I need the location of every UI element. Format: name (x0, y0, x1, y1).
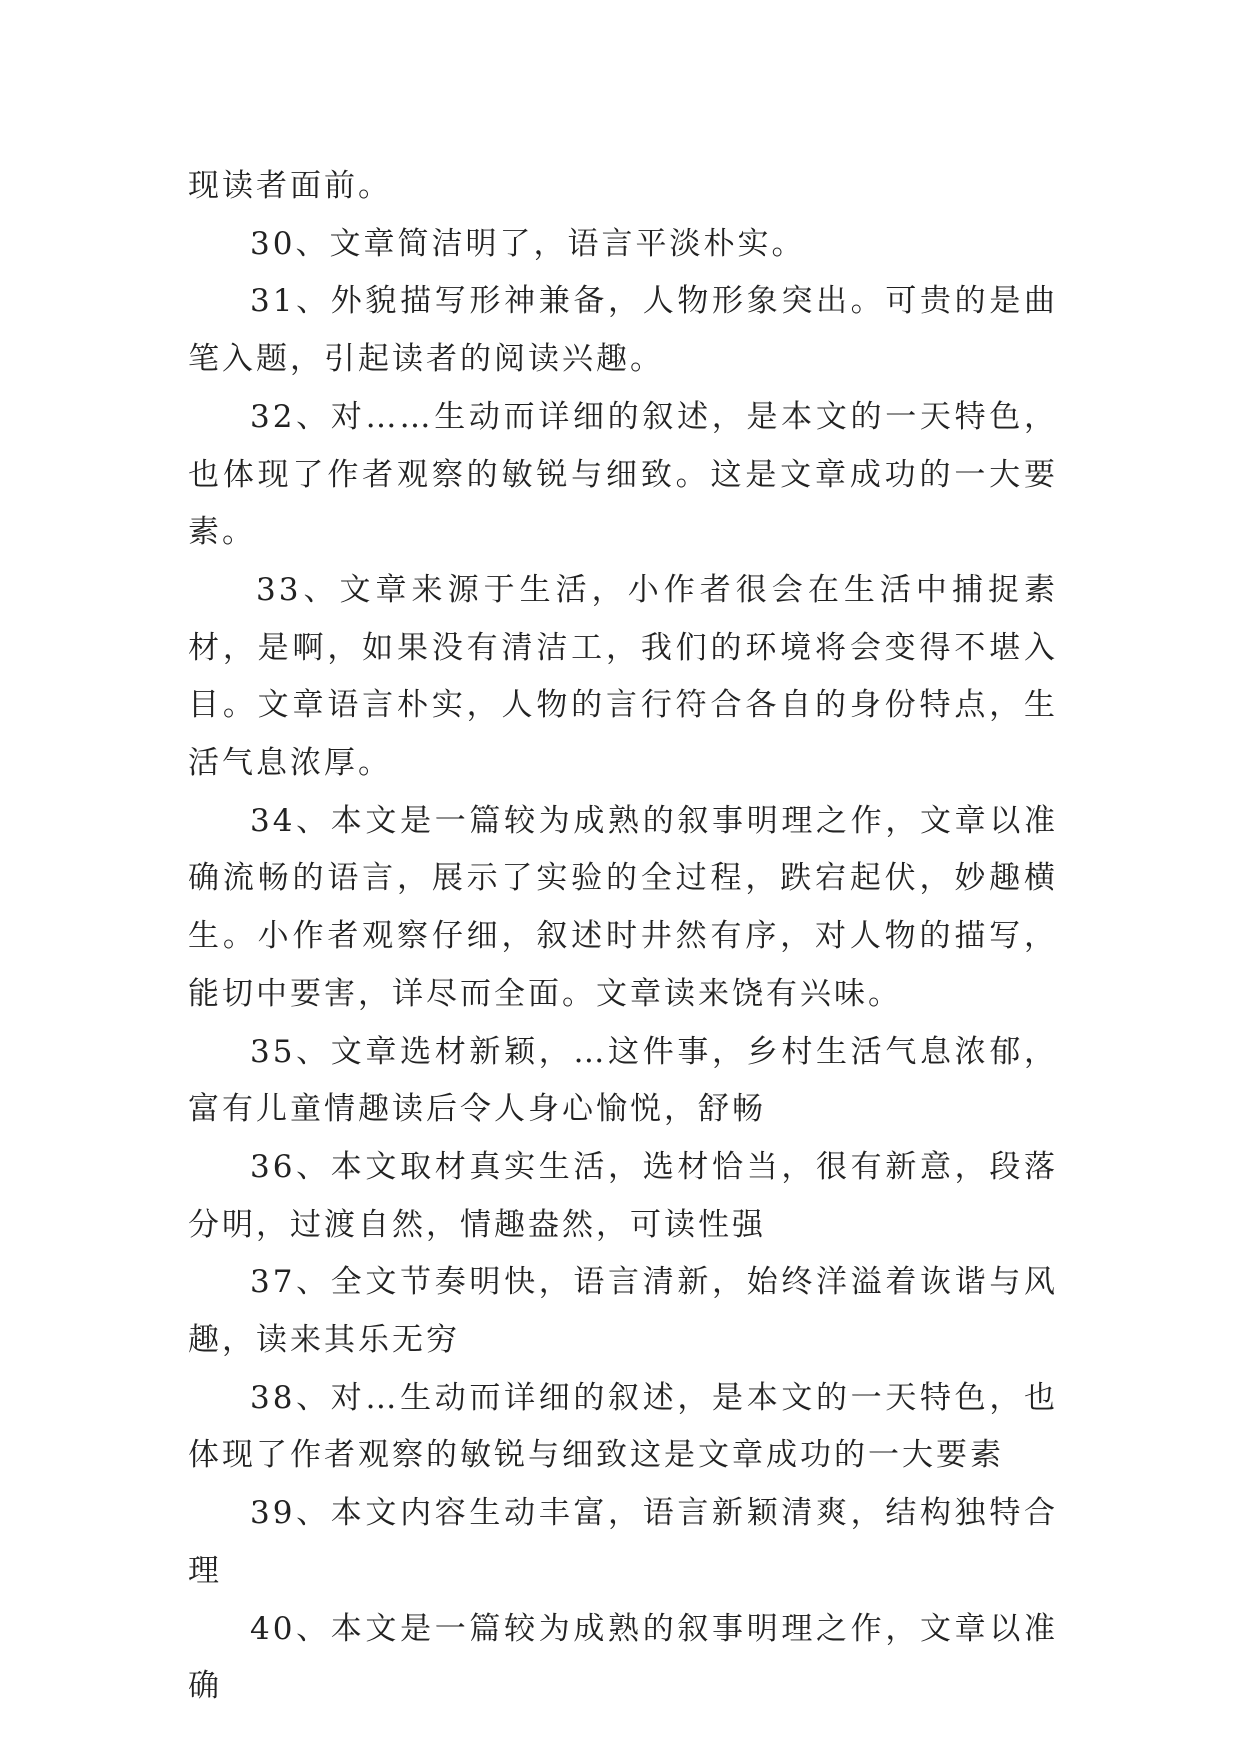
paragraph-comment-36: 36、本文取材真实生活，选材恰当，很有新意，段落分明，过渡自然，情趣盎然，可读性强 (188, 1148, 1058, 1243)
paragraph-comment-35: 35、文章选材新颖，…这件事，乡村生活气息浓郁，富有儿童情趣读后令人身心愉悦，舒畅 (188, 1033, 1058, 1128)
paragraph-comment-31: 31、外貌描写形神兼备，人物形象突出。可贵的是曲笔入题，引起读者的阅读兴趣。 (188, 283, 1058, 378)
paragraph-comment-37: 37、全文节奏明快，语言清新，始终洋溢着诙谐与风趣，读来其乐无穷 (188, 1264, 1058, 1359)
paragraph-comment-40: 40、本文是一篇较为成熟的叙事明理之作，文章以准确 (188, 1610, 1058, 1705)
paragraph-comment-30: 30、文章简洁明了，语言平淡朴实。 (250, 225, 806, 262)
paragraph-continuation: 现读者面前。 (188, 168, 392, 204)
paragraph-comment-39: 39、本文内容生动丰富，语言新颖清爽，结构独特合理 (188, 1495, 1058, 1589)
paragraph-comment-33: 33、文章来源于生活，小作者很会在生活中捕捉素材，是啊，如果没有清洁工，我们的环境将会变得不堪入目。文章语言朴实，人物的言行符合各自的身份特点，生活气息浓厚。 (188, 571, 1058, 782)
paragraph-comment-32: 32、对……生动而详细的叙述，是本文的一天特色，也体现了作者观察的敏锐与细致。这是文章成功的一大要素。 (188, 398, 1058, 551)
paragraph-comment-34: 34、本文是一篇较为成熟的叙事明理之作，文章以准确流畅的语言，展示了实验的全过程，跌宕起伏，妙趣横生。小作者观察仔细，叙述时井然有序，对人物的描写，能切中要害，详尽而全面。文章读来饶有兴味。 (188, 802, 1058, 1012)
paragraph-comment-38: 38、对…生动而详细的叙述，是本文的一天特色，也体现了作者观察的敏锐与细致这是文章成功的一大要素 (188, 1379, 1058, 1474)
document-body (188, 158, 1058, 1716)
